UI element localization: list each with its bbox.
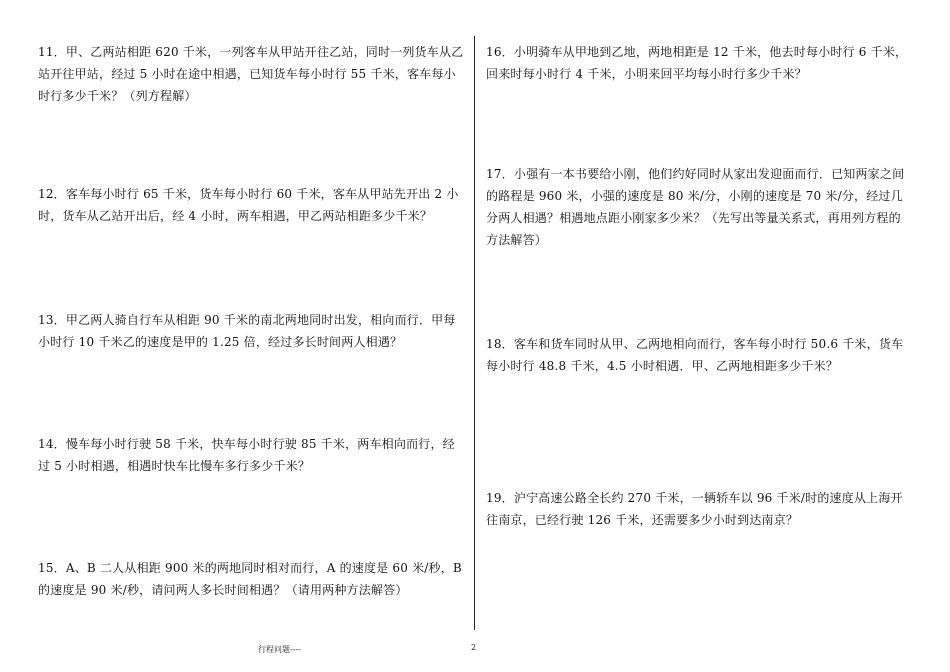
column-divider bbox=[474, 36, 475, 630]
footer-label: 行程问题---- bbox=[258, 645, 301, 654]
question-16: 16．小明骑车从甲地到乙地，两地相距是 12 千米，他去时每小时行 6 千米，回来时每小时行 4 千米，小明来回平均每小时行多少千米？ bbox=[486, 45, 908, 81]
question-18: 18．客车和货车同时从甲、乙两地相向而行，客车每小时行 50.6 千米，货车每小时行 48.8 千米，4.5 小时相遇．甲、乙两地相距多少千米？ bbox=[486, 337, 904, 373]
page-number: 2 bbox=[471, 643, 477, 652]
question-15: 15．A、B 二人从相距 900 米的两地同时相对而行，A 的速度是 60 米/秒，B 的速度是 90 米/秒，请问两人多长时间相遇？（请用两种方法解答） bbox=[38, 561, 462, 597]
question-11: 11．甲、乙两站相距 620 千米，一列客车从甲站开往乙站，同时一列货车从乙站开往甲站，经过 5 小时在途中相遇，已知货车每小时行 55 千米，客车每小时行多少千米？（列方程解） bbox=[38, 45, 464, 103]
question-19: 19．沪宁高速公路全长约 270 千米，一辆轿车以 96 千米/时的速度从上海开往南京，已经行驶 126 千米，还需要多少小时到达南京？ bbox=[486, 491, 903, 527]
question-12: 12．客车每小时行 65 千米，货车每小时行 60 千米，客车从甲站先开出 2 小时，货车从乙站开出后，经 4 小时，两车相遇，甲乙两站相距多少千米？ bbox=[38, 187, 459, 223]
question-14: 14．慢车每小时行驶 58 千米，快车每小时行驶 85 千米，两车相向而行，经过 5 小时相遇，相遇时快车比慢车多行多少千米？ bbox=[38, 437, 455, 473]
question-13: 13．甲乙两人骑自行车从相距 90 千米的南北两地同时出发，相向而行．甲每小时行 10 千米乙的速度是甲的 1.25 倍，经过多长时间两人相遇？ bbox=[38, 313, 456, 349]
question-17: 17．小强有一本书要给小刚，他们约好同时从家出发迎面而行．已知两家之间的路程是 960 米，小强的速度是 80 米/分，小刚的速度是 70 米/分，经过几分两人相遇？相遇地点距小刚家多少米？（先写出等量关系式，再用列方程的方法解答） bbox=[486, 167, 905, 247]
